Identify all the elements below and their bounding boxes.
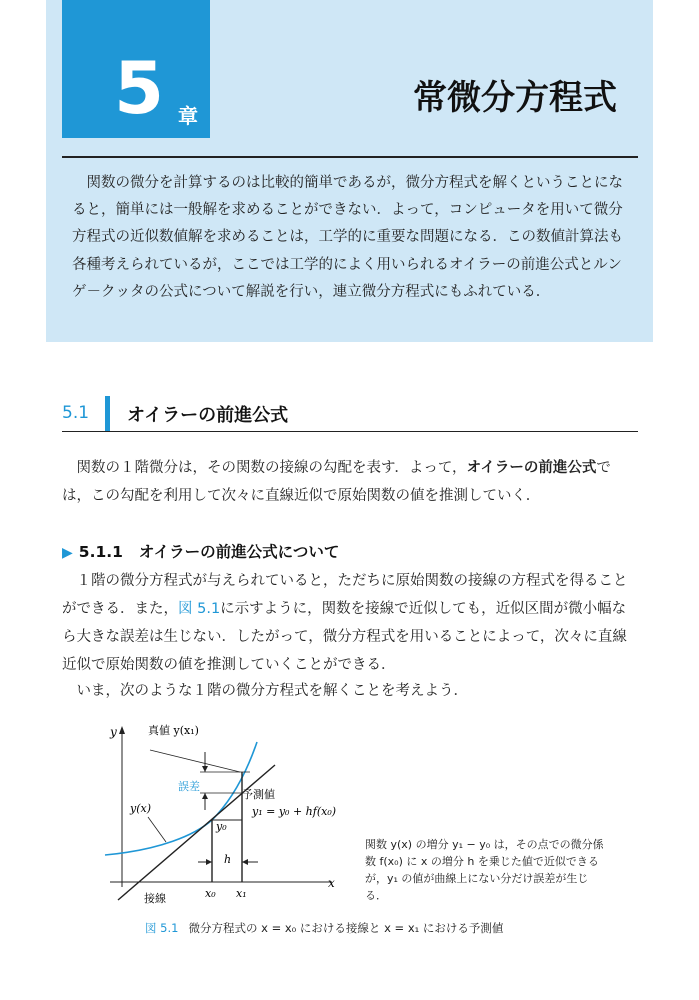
arrow-up-icon [202, 793, 208, 799]
y-axis-arrow-icon [119, 726, 125, 734]
formula-label: y₁ = y₀ + hf(x₀) [252, 805, 337, 818]
subsection-number: 5.1.1 [78, 543, 123, 561]
arrow-down-icon [202, 766, 208, 772]
figure-note: 関数 y(x) の増分 y₁ − y₀ は，その点での微分係数 f(x₀) に x の増分 h を乗じた値で近似できるが，y₁ の値が曲線上にない分だけ誤差が生じる． [365, 838, 604, 902]
section-divider [62, 431, 638, 432]
figure-link[interactable]: 図 5.1 [178, 601, 221, 617]
triangle-bullet-icon: ▶ [62, 545, 73, 561]
true-value-label: 真値 y(x₁) [148, 724, 199, 737]
subsection-paragraph-2: いま，次のような１階の微分方程式を解くことを考えよう． [76, 683, 468, 699]
caption-label: 図 5.1 [145, 921, 179, 935]
tangent-label: 接線 [144, 892, 166, 905]
section-accent-bar [105, 396, 110, 432]
subsection-heading [62, 540, 339, 562]
subsection-paragraph [62, 567, 638, 679]
y-axis-label: y [110, 725, 117, 739]
figure-caption [145, 920, 503, 936]
header-divider [62, 156, 638, 158]
curve-label: y(x) [130, 802, 152, 815]
chapter-title: 常微分方程式 [413, 78, 617, 118]
bold-term: オイラーの前進公式 [466, 460, 597, 476]
arrow-left-icon [242, 859, 248, 865]
text-run: １階の微分方程式が与えられていると，ただちに原始関数の接線の方程式を得ることができる．また， [62, 573, 628, 617]
caption-text: 微分方程式の x = x₀ における接線と x = x₁ における予測値 [188, 921, 504, 935]
x0-label: x₀ [205, 887, 216, 900]
chapter-intro: 関数の微分を計算するのは比較的簡単であるが，微分方程式を解くということになると，簡単には一般解を求めることができない．よって，コンピュータを用いて微分方程式の近似数値解を求めることは，工学的に重要な問題になる．この数値計算法も各種考えられているが，ここでは工学的によく用いられるオイラーの前進公式とルンゲ－クッタの公式について解説を行い，連立微分方程式にもふれている． [72, 175, 623, 300]
predicted-label: 予測値 [242, 788, 275, 801]
error-label: 誤差 [178, 780, 200, 793]
section-title: オイラーの前進公式 [127, 405, 289, 426]
text-run: に示すように，関数を接線で近似しても，近似区間が微小幅なら大きな誤差は生じない．したがって，微分方程式を用いることによって，次々に直線近似で原始関数の値を推測していくことができる． [62, 601, 627, 673]
text-run: 関数の１階微分は，その関数の接線の勾配を表す．よって， [76, 460, 467, 476]
h-label: h [224, 853, 232, 866]
x1-label: x₁ [236, 887, 247, 900]
function-curve [105, 742, 257, 855]
chapter-number: 5 [114, 46, 165, 130]
true-value-leader [150, 750, 240, 772]
chapter-unit: 章 [178, 104, 198, 128]
section-paragraph [62, 454, 638, 510]
chapter-number-block [62, 0, 210, 138]
arrow-right-icon [206, 859, 212, 865]
x-axis-label: x [328, 876, 335, 890]
curve-leader [148, 817, 166, 842]
section-number: 5.1 [62, 403, 90, 423]
text-run: では，この勾配を利用して次々に直線近似で原始関数の値を推測していく． [62, 460, 611, 504]
figure-euler-diagram [100, 722, 370, 912]
subsection-title: オイラーの前進公式について [138, 543, 340, 561]
y0-label: y₀ [216, 820, 227, 833]
